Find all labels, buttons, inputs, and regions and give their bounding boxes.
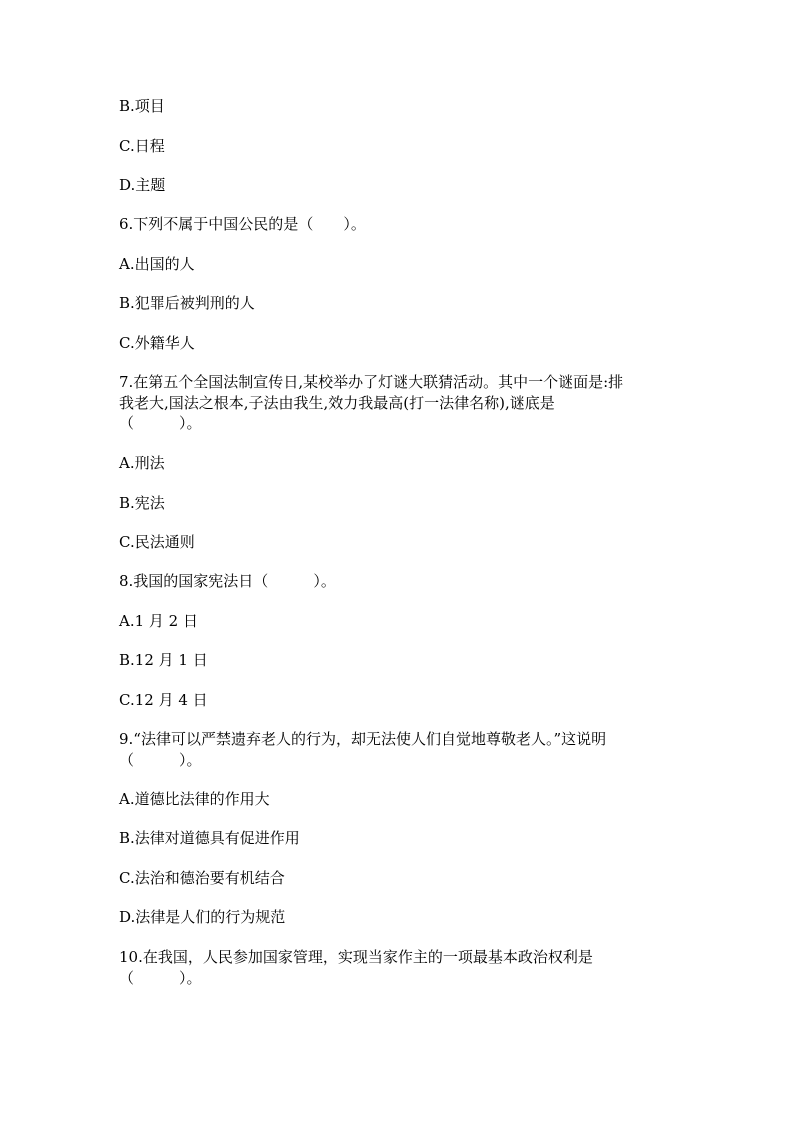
question-7-line-3: （ ）。 bbox=[119, 414, 202, 432]
option-b-q5: B.项目 bbox=[119, 97, 165, 115]
option-a-q8: A.1 月 2 日 bbox=[119, 612, 198, 630]
option-c-q6: C.外籍华人 bbox=[119, 334, 195, 352]
option-b-q7: B.宪法 bbox=[119, 494, 165, 512]
question-7-line-1: 7.在第五个全国法制宣传日,某校举办了灯谜大联猜活动。其中一个谜面是:排 bbox=[119, 373, 624, 391]
question-6: 6.下列不属于中国公民的是（ ）。 bbox=[119, 215, 366, 233]
option-d-q5: D.主题 bbox=[119, 176, 166, 194]
option-a-q7: A.刑法 bbox=[119, 454, 165, 472]
question-9-line-2: （ ）。 bbox=[119, 751, 202, 769]
option-a-q6: A.出国的人 bbox=[119, 255, 195, 273]
option-b-q8: B.12 月 1 日 bbox=[119, 651, 208, 669]
question-9-line-1: 9.“法律可以严禁遗弃老人的行为，却无法使人们自觉地尊敬老人。”这说明 bbox=[119, 730, 607, 748]
question-10-line-2: （ ）。 bbox=[119, 969, 202, 987]
option-b-q6: B.犯罪后被判刑的人 bbox=[119, 294, 255, 312]
option-a-q9: A.道德比法律的作用大 bbox=[119, 790, 270, 808]
option-c-q8: C.12 月 4 日 bbox=[119, 691, 208, 709]
question-7-line-2: 我老大,国法之根本,子法由我生,效力我最高(打一法律名称),谜底是 bbox=[119, 394, 555, 412]
option-c-q9: C.法治和德治要有机结合 bbox=[119, 869, 285, 887]
option-b-q9: B.法律对道德具有促进作用 bbox=[119, 829, 300, 847]
question-8: 8.我国的国家宪法日（ ）。 bbox=[119, 572, 336, 590]
option-c-q7: C.民法通则 bbox=[119, 533, 195, 551]
option-d-q9: D.法律是人们的行为规范 bbox=[119, 908, 286, 926]
option-c-q5: C.日程 bbox=[119, 137, 165, 155]
question-10-line-1: 10.在我国，人民参加国家管理，实现当家作主的一项最基本政治权利是 bbox=[119, 948, 593, 966]
